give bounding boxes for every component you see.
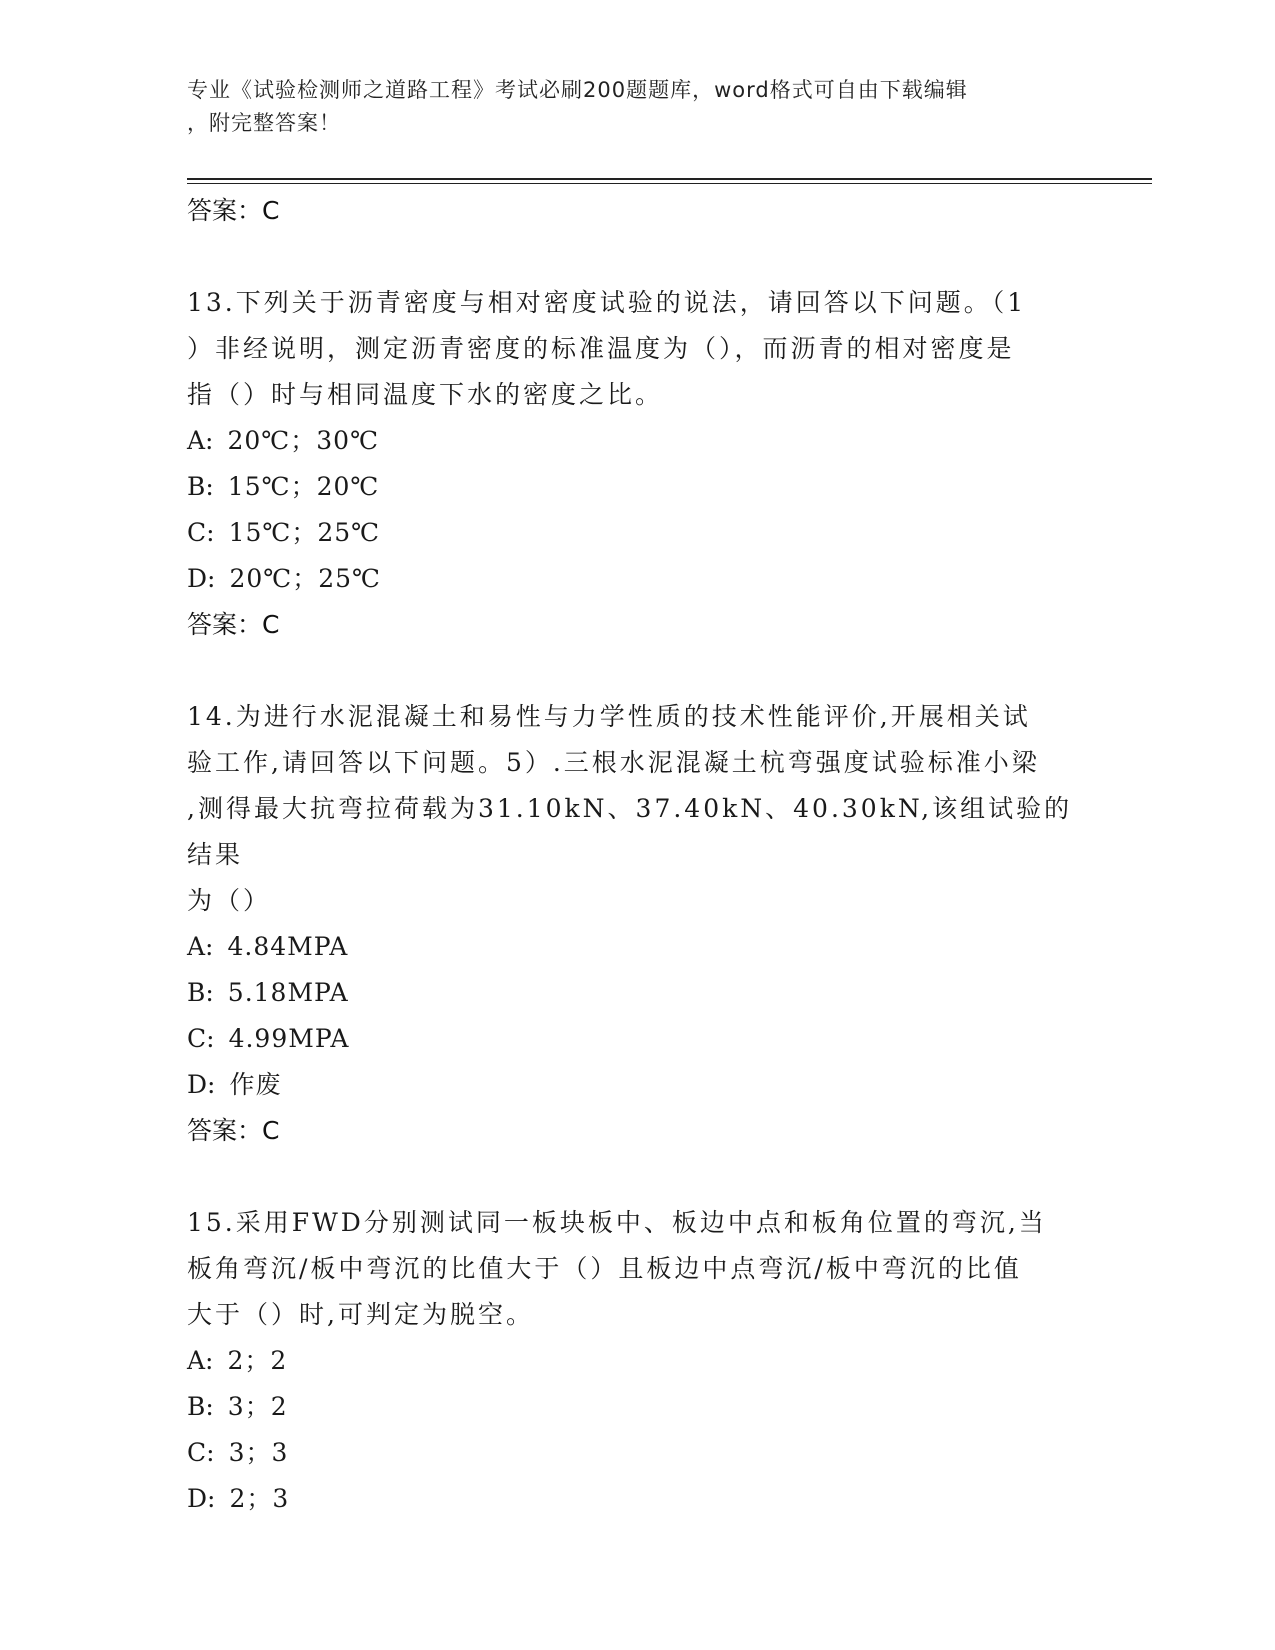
option-key: D: <box>187 1484 216 1513</box>
question-13 <box>187 280 1087 648</box>
option-value: 15℃；20℃ <box>227 472 380 501</box>
option-value: 2；2 <box>227 1346 288 1375</box>
option-b <box>187 970 1087 1016</box>
option-key: B: <box>187 978 214 1007</box>
answer-line: 答案：C <box>187 1116 280 1145</box>
option-c <box>187 1430 1087 1476</box>
option-value: 3；3 <box>228 1438 289 1467</box>
option-key: D: <box>187 564 216 593</box>
option-a <box>187 924 1087 970</box>
option-key: C: <box>187 518 215 547</box>
option-a <box>187 418 1087 464</box>
option-value: 20℃；25℃ <box>229 564 382 593</box>
option-b <box>187 1384 1087 1430</box>
option-value: 15℃；25℃ <box>228 518 381 547</box>
option-value: 4.99MPA <box>228 1024 350 1053</box>
option-value: 作废 <box>229 1070 282 1099</box>
header-line-1: 专业《试验检测师之道路工程》考试必刷200题题库，word格式可自由下载编辑 <box>187 78 968 102</box>
question-text: 13.下列关于沥青密度与相对密度试验的说法，请回答以下问题。（1 ）非经说明，测定沥青密度的标准温度为（），而沥青的相对密度是 指（）时与相同温度下水的密度之比。 <box>187 288 1027 409</box>
option-key: B: <box>187 1392 214 1421</box>
option-value: 3；2 <box>227 1392 288 1421</box>
document-body <box>187 188 1087 1522</box>
option-value: 5.18MPA <box>227 978 349 1007</box>
option-value: 2；3 <box>229 1484 290 1513</box>
option-c <box>187 1016 1087 1062</box>
option-c <box>187 510 1087 556</box>
option-d <box>187 556 1087 602</box>
option-key: A: <box>187 1346 214 1375</box>
option-key: A: <box>187 426 214 455</box>
question-text: 15.采用FWD分别测试同一板块板中、板边中点和板角位置的弯沉,当 板角弯沉/板中弯沉的比值大于（）且板边中点弯沉/板中弯沉的比值 大于（）时,可判定为脱空。 <box>187 1208 1047 1329</box>
option-key: D: <box>187 1070 216 1099</box>
option-value: 4.84MPA <box>227 932 349 961</box>
option-key: C: <box>187 1438 215 1467</box>
option-value: 20℃；30℃ <box>227 426 380 455</box>
option-key: A: <box>187 932 214 961</box>
page-header <box>187 74 1067 140</box>
option-key: C: <box>187 1024 215 1053</box>
option-d <box>187 1476 1087 1522</box>
option-b <box>187 464 1087 510</box>
question-14 <box>187 694 1087 1154</box>
option-d <box>187 1062 1087 1108</box>
option-a <box>187 1338 1087 1384</box>
header-divider <box>187 178 1152 184</box>
question-text: 14.为进行水泥混凝土和易性与力学性质的技术性能评价,开展相关试 验工作,请回答以下问题。5）.三根水泥混凝土杭弯强度试验标准小梁 ,测得最大抗弯拉荷载为31.10kN、37.40kN、40.30kN,该组试验的结果 为（） <box>187 702 1073 915</box>
question-15 <box>187 1200 1087 1522</box>
option-key: B: <box>187 472 214 501</box>
header-line-2: ，附完整答案！ <box>187 111 341 135</box>
answer-line: 答案：C <box>187 610 280 639</box>
answer-line: 答案：C <box>187 196 280 225</box>
